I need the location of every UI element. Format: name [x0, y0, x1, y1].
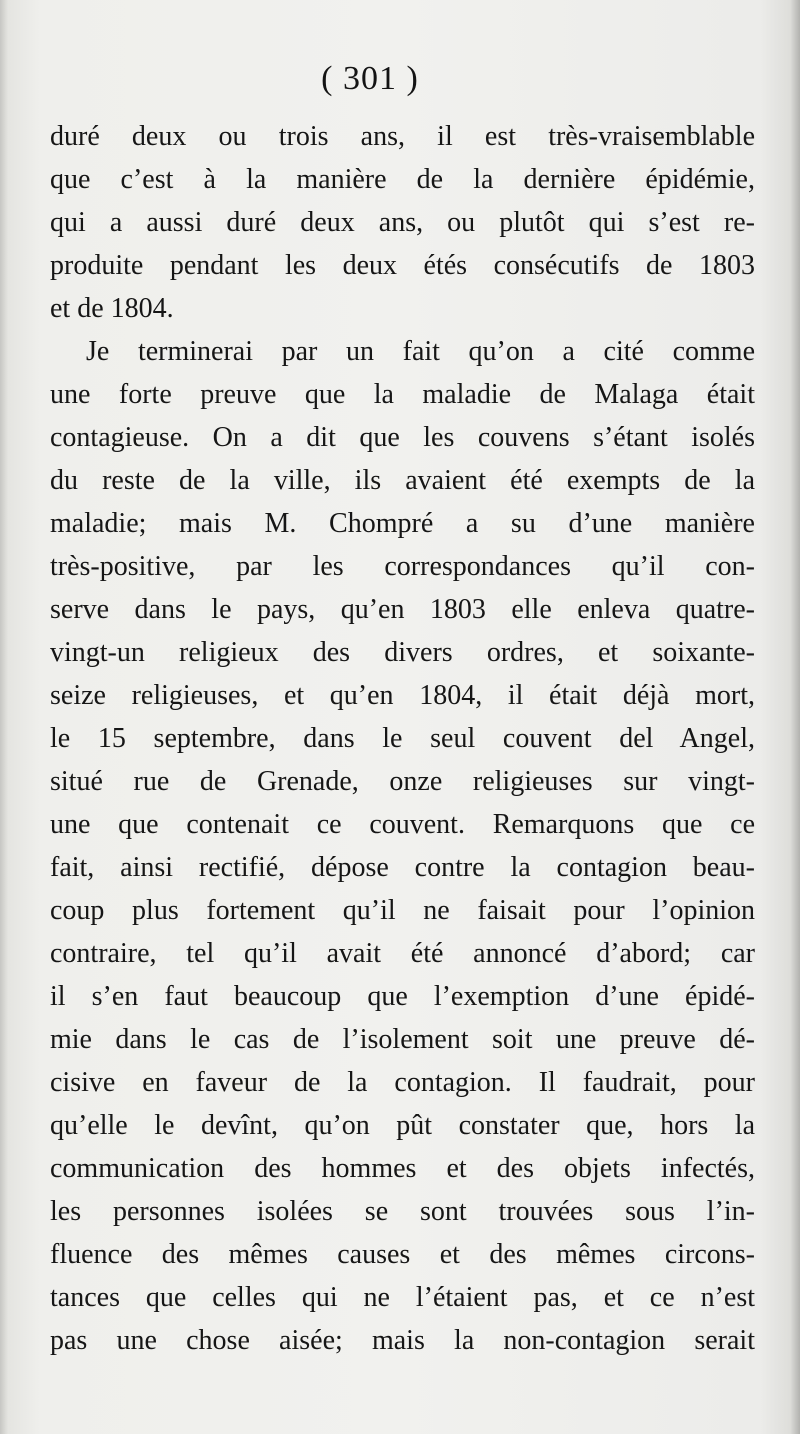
- text-line: et de 1804.: [50, 293, 174, 324]
- text-line: très-positive, par les correspondances qu’il con-: [50, 551, 755, 582]
- text-line: il s’en faut beaucoup que l’exemption d’une épidé-: [50, 981, 755, 1012]
- text-line: situé rue de Grenade, onze religieuses sur vingt-: [50, 766, 755, 797]
- text-line: cisive en faveur de la contagion. Il faudrait, pour: [50, 1067, 755, 1098]
- text-line: Je terminerai par un fait qu’on a cité comme: [86, 336, 755, 367]
- text-line: une forte preuve que la maladie de Malaga était: [50, 379, 755, 410]
- text-line: que c’est à la manière de la dernière épidémie,: [50, 164, 755, 195]
- text-line: le 15 septembre, dans le seul couvent del Angel,: [50, 723, 755, 754]
- text-line: contraire, tel qu’il avait été annoncé d’abord; car: [50, 938, 755, 969]
- text-line: qu’elle le devînt, qu’on pût constater que, hors la: [50, 1110, 755, 1141]
- text-line: pas une chose aisée; mais la non-contagion serait: [50, 1325, 755, 1356]
- text-line: tances que celles qui ne l’étaient pas, et ce n’est: [50, 1282, 755, 1313]
- text-line: vingt-un religieux des divers ordres, et soixante-: [50, 637, 755, 668]
- text-line: qui a aussi duré deux ans, ou plutôt qui s’est re-: [50, 207, 755, 238]
- page-shadow-left: [0, 0, 8, 1434]
- text-line: du reste de la ville, ils avaient été exempts de la: [50, 465, 755, 496]
- text-line: une que contenait ce couvent. Remarquons que ce: [50, 809, 755, 840]
- text-line: les personnes isolées se sont trouvées sous l’in-: [50, 1196, 755, 1227]
- text-line: serve dans le pays, qu’en 1803 elle enleva quatre-: [50, 594, 755, 625]
- text-line: coup plus fortement qu’il ne faisait pour l’opinion: [50, 895, 755, 926]
- text-line: maladie; mais M. Chompré a su d’une manière: [50, 508, 755, 539]
- text-line: produite pendant les deux étés consécutifs de 1803: [50, 250, 755, 281]
- text-line: mie dans le cas de l’isolement soit une preuve dé-: [50, 1024, 755, 1055]
- page-shadow-right: [790, 0, 800, 1434]
- text-line: fait, ainsi rectifié, dépose contre la contagion beau-: [50, 852, 755, 883]
- text-line: communication des hommes et des objets infectés,: [50, 1153, 755, 1184]
- text-line: seize religieuses, et qu’en 1804, il était déjà mort,: [50, 680, 755, 711]
- text-line: contagieuse. On a dit que les couvens s’étant isolés: [50, 422, 755, 453]
- page-number: ( 301 ): [321, 60, 419, 97]
- text-line: duré deux ou trois ans, il est très-vraisemblable: [50, 121, 755, 152]
- text-line: fluence des mêmes causes et des mêmes circons-: [50, 1239, 755, 1270]
